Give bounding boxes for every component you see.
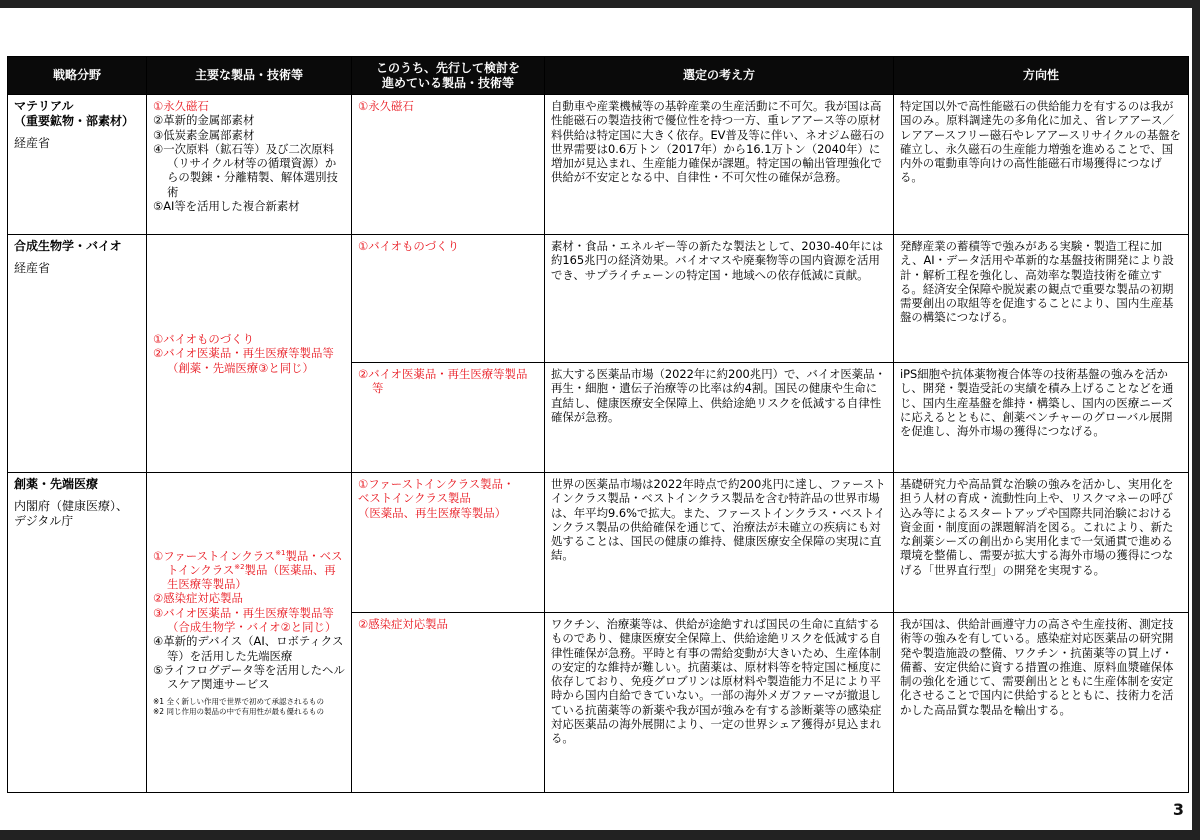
lead-product: ②感染症対応製品 — [358, 617, 448, 631]
direction-cell: 基礎研究力や高品質な治験の強みを活かし、実用化を担う人材の育成・流動性向上や、リスクマネーの呼び込み等によるスタートアップや国際共同治験における資金面・制度面の課題解消を図る。これにより、新たな創薬シーズの創出から実用化まで一気通貫で進める環境を整備し、需要が拡大する海外市場の獲得につなげる「世界直行型」の開発を実現する。 — [894, 473, 1189, 613]
bottom-border — [0, 830, 1200, 840]
header-field: 戦略分野 — [8, 57, 147, 95]
direction-cell: 特定国以外で高性能磁石の供給能力を有するのは我が国のみ。原料調達先の多角化に加え、省レアアース／レアアースフリー磁石やレアアースリサイクルの基盤を確立し、永久磁石の生産能力増強を進めることで、国内外の電動車等向けの高性能磁石市場獲得につなげる。 — [894, 95, 1189, 235]
table-row — [8, 235, 1189, 363]
strategy-table — [7, 56, 1189, 793]
product-item: ①バイオものづくり — [153, 332, 254, 347]
product-item: ①ファーストインクラス$^{※1}$製品・ベストインクラス$^{※2}$製品（医薬品、再生医療等製品） — [153, 548, 343, 592]
product-item: ③バイオ医薬品・再生医療等製品等（合成生物学・バイオ②と同じ） — [153, 605, 337, 634]
product-item: ②感染症対応製品 — [153, 591, 243, 606]
field-name: 合成生物学・バイオ — [14, 239, 122, 253]
page-number: 3 — [1172, 800, 1184, 819]
field-cell-materials — [8, 95, 147, 235]
product-item: ②革新的金属部素材 — [153, 113, 255, 128]
product-item: ④一次原料（鉱石等）及び二次原料（リサイクル材等の循環資源）からの製錬・分離精製、解体選別技術 — [153, 141, 338, 199]
direction-cell: iPS細胞や抗体薬物複合体等の技術基盤の強みを活かし、開発・製造受託の実績を積み上げることなどを通じ、国内生産基盤を維持・構築し、国内の医療ニーズに応えるとともに、創薬ベンチャーのグローバル展開を促進し、海外市場の獲得につなげる。 — [894, 363, 1189, 473]
direction-cell: 我が国は、供給計画遵守力の高さや生産技術、測定技術等の強みを有している。感染症対応医薬品の研究開発や製造施設の整備、ワクチン・抗菌薬等の買上げ・備蓄、安定供給に資する措置の推進、原料血漿確保体制の強化を通じて、需要創出とともに生産体制を安定化させることで国内に供給するとともに、技術力を活かした高品質な製品を輸出する。 — [894, 613, 1189, 793]
field-name: マテリアル （重要鉱物・部素材） — [14, 99, 135, 128]
table-row — [8, 473, 1189, 613]
product-item: ⑤AI等を活用した複合新素材 — [153, 199, 300, 214]
lead-product: ②バイオ医薬品・再生医療等製品等 — [358, 367, 528, 396]
header-lead-products: このうち、先行して検討を 進めている製品・技術等 — [352, 57, 545, 95]
header-rationale: 選定の考え方 — [545, 57, 894, 95]
lead-product-cell — [352, 363, 545, 473]
field-name: 創薬・先端医療 — [14, 477, 99, 491]
header-direction: 方向性 — [894, 57, 1189, 95]
lead-product: ①バイオものづくり — [358, 239, 459, 253]
table-row — [8, 95, 1189, 235]
right-border — [1192, 0, 1200, 840]
rationale-cell: 自動車や産業機械等の基幹産業の生産活動に不可欠。我が国は高性能磁石の製造技術で優位性を持つ一方、重レアアース等の原材料供給は特定国に大きく依存。EV普及等に伴い、ネオジム磁石の世界需要は0.6万トン（2017年）から16.1万トン（2040年）に増加が見込まれ、生産能力確保が課題。特定国の輸出管理強化で供給が不安定となる中、自律性・不可欠性の確保が急務。 — [545, 95, 894, 235]
header-row — [8, 57, 1189, 95]
lead-product-cell — [352, 235, 545, 363]
lead-product: ①ファーストインクラス製品・ — [358, 477, 515, 491]
lead-product-cell — [352, 95, 545, 235]
product-item: ⑤ライフログデータ等を活用したヘルスケア関連サービス — [153, 662, 345, 692]
rationale-cell: ワクチン、治療薬等は、供給が途絶すれば国民の生命に直結するものであり、健康医療安全保障上、供給途絶リスクを低減する自律性確保が急務。平時と有事の需給変動が大きいため、生産体制の安定的な維持が難しい。抗菌薬は、原材料等を特定国に極度に依存しており、免疫グロブリンは原材料や製造能力不足により平時から国内自給できていない。一部の海外メガファーマが撤退している抗菌薬等の新薬や我が国が強みを有する診断薬等の感染症対応医薬品の海外展開により、一定の世界シェア獲得が見込まれる。 — [545, 613, 894, 793]
product-item: ④革新的デバイス（AI、ロボティクス等）を活用した先端医療 — [153, 634, 344, 663]
product-item: ②バイオ医薬品・再生医療等製品等（創薬・先端医療③と同じ） — [153, 346, 334, 375]
products-cell — [147, 235, 352, 473]
product-item: ③低炭素金属部素材 — [153, 127, 255, 142]
lead-product: ①永久磁石 — [358, 99, 414, 113]
footnote: ※2 同じ作用の製品の中で有用性が最も優れるもの — [153, 706, 324, 716]
rationale-cell: 素材・食品・エネルギー等の新たな製法として、2030-40年には約165兆円の経済効果。バイオマスや廃棄物等の国内資源を活用でき、サプライチェーンの特定国・地域への依存低減に貢献。 — [545, 235, 894, 363]
ministry-name: 内閣府（健康医療）、 デジタル庁 — [14, 499, 129, 528]
ministry-name: 経産省 — [14, 261, 51, 275]
ministry-name: 経産省 — [14, 136, 51, 150]
lead-product-cell — [352, 613, 545, 793]
lead-product: ベストインクラス製品 — [358, 491, 471, 506]
products-cell — [147, 473, 352, 793]
field-cell-pharma — [8, 473, 147, 793]
lead-product: （医薬品、再生医療等製品） — [358, 505, 507, 520]
top-border — [0, 0, 1200, 8]
field-cell-bio — [8, 235, 147, 473]
footnote: ※1 全く新しい作用で世界で初めて承認されるもの — [153, 697, 324, 707]
rationale-cell: 世界の医薬品市場は2022年時点で約200兆円に達し、ファーストインクラス製品・ベストインクラス製品を含む特許品の世界市場は、年平均9.6%で拡大。また、ファーストインクラス・ベストインクラス製品の供給確保を通じて、治療法が未確立の疾病にも対処することは、国民の健康の維持、健康医療安全保障の実現に直結。 — [545, 473, 894, 613]
lead-product-cell — [352, 473, 545, 613]
direction-cell: 発酵産業の蓄積等で強みがある実験・製造工程に加え、AI・データ活用や革新的な基盤技術開発により設計・解析工程を強化し、高効率な製造技術を確立する。経済安全保障や脱炭素の観点で重要な製品の初期需要創出の取組等を促進することにより、国内生産基盤の構築につなげる。 — [894, 235, 1189, 363]
rationale-cell: 拡大する医薬品市場（2022年に約200兆円）で、バイオ医薬品・再生・細胞・遺伝子治療等の比率は約4割。国民の健康や生命に直結し、健康医療安全保障上、供給途絶リスクを低減する自律性確保が急務。 — [545, 363, 894, 473]
header-products: 主要な製品・技術等 — [147, 57, 352, 95]
products-cell — [147, 95, 352, 235]
product-item: ①永久磁石 — [153, 99, 209, 113]
